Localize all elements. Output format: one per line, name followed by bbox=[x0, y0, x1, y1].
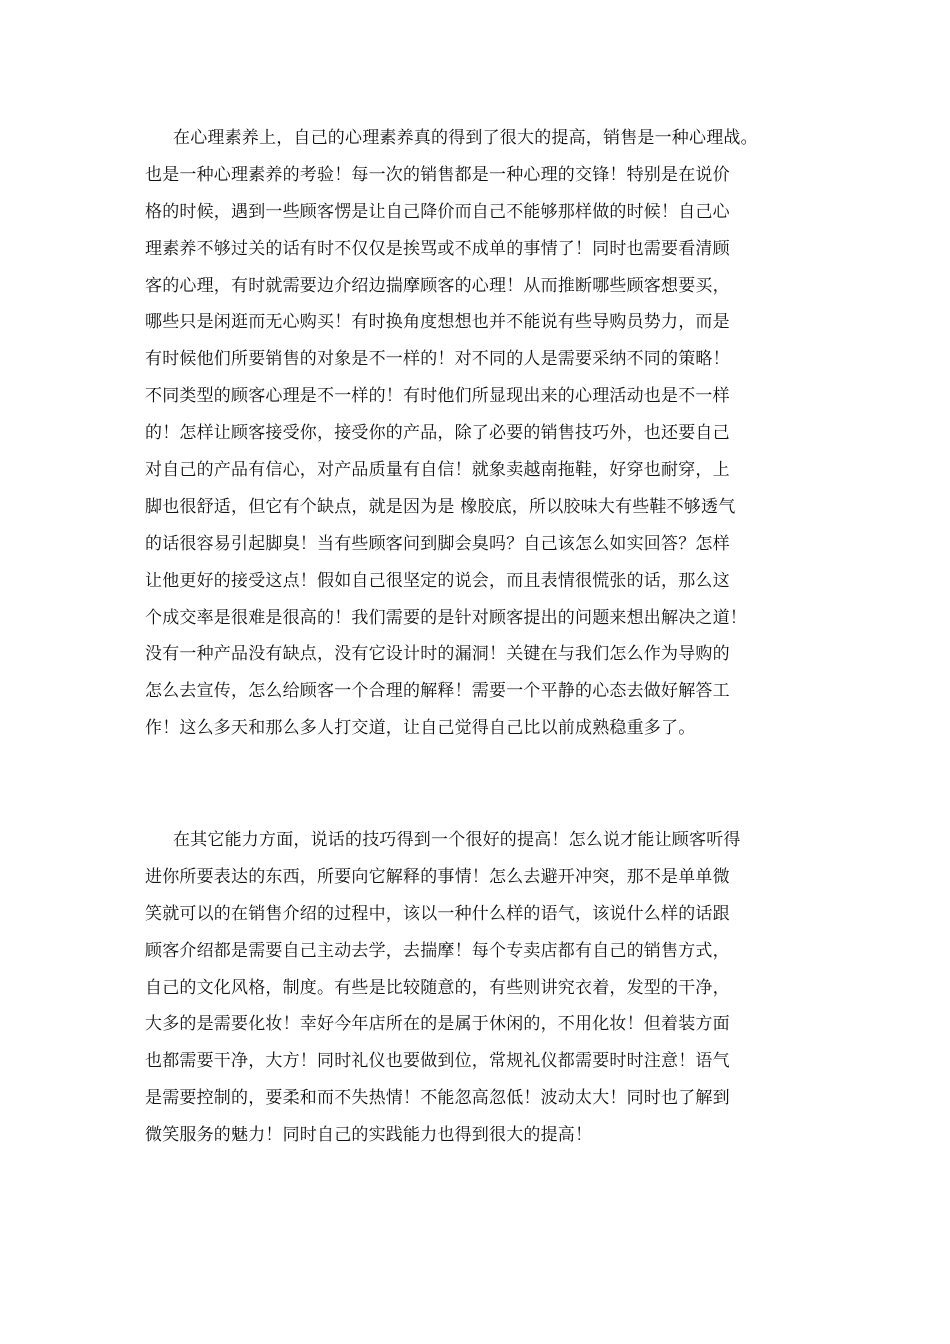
text-line: 没有一种产品没有缺点，没有它设计时的漏洞！关键在与我们怎么作为导购的 bbox=[145, 644, 730, 665]
text-line: 理素养不够过关的话有时不仅仅是挨骂或不成单的事情了！同时也需要看清顾 bbox=[145, 238, 730, 259]
text-line: 自己的文化风格，制度。有些是比较随意的，有些则讲究衣着，发型的干净， bbox=[145, 977, 730, 998]
text-line: 进你所要表达的东西，所要向它解释的事情！怎么去避开冲突，那不是单单微 bbox=[145, 866, 730, 887]
text-line: 脚也很舒适，但它有个缺点，就是因为是 橡胶底，所以胶味大有些鞋不够透气 bbox=[145, 496, 736, 517]
text-line: 有时候他们所要销售的对象是不一样的！对不同的人是需要采纳不同的策略！ bbox=[145, 349, 730, 370]
paragraph-other-abilities bbox=[145, 822, 825, 1154]
text-line: 作！这么多天和那么多人打交道，让自己觉得自己比以前成熟稳重多了。 bbox=[145, 718, 696, 739]
text-line: 不同类型的顾客心理是不一样的！有时他们所显现出来的心理活动也是不一样 bbox=[145, 386, 730, 407]
text-line: 让他更好的接受这点！假如自己很坚定的说会，而且表情很慌张的话，那么这 bbox=[145, 570, 730, 591]
text-line: 顾客介绍都是需要自己主动去学，去揣摩！每个专卖店都有自己的销售方式， bbox=[145, 940, 730, 961]
text-line: 怎么去宣传，怎么给顾客一个合理的解释！需要一个平静的心态去做好解答工 bbox=[145, 681, 730, 702]
text-line: 也是一种心理素养的考验！每一次的销售都是一种心理的交锋！特别是在说价 bbox=[145, 164, 730, 185]
text-line: 微笑服务的魅力！同时自己的实践能力也得到很大的提高！ bbox=[145, 1125, 593, 1146]
text-line: 在其它能力方面，说话的技巧得到一个很好的提高！怎么说才能让顾客听得 bbox=[173, 830, 741, 850]
text-line: 个成交率是很难是很高的！我们需要的是针对顾客提出的问题来想出解决之道！ bbox=[145, 607, 747, 628]
text-line: 对自己的产品有信心，对产品质量有自信！就象卖越南拖鞋，好穿也耐穿，上 bbox=[145, 460, 730, 481]
text-line: 格的时候，遇到一些顾客愣是让自己降价而自己不能够那样做的时候！自己心 bbox=[145, 201, 730, 222]
text-line: 的！怎样让顾客接受你，接受你的产品，除了必要的销售技巧外，也还要自己 bbox=[145, 423, 730, 444]
text-line: 也都需要干净，大方！同时礼仪也要做到位，常规礼仪都需要时时注意！语气 bbox=[145, 1051, 730, 1072]
text-line: 客的心理，有时就需要边介绍边揣摩顾客的心理！从而推断哪些顾客想要买， bbox=[145, 275, 730, 296]
text-line: 哪些只是闲逛而无心购买！有时换角度想想也并不能说有些导购员势力，而是 bbox=[145, 312, 730, 333]
text-line: 在心理素养上，自己的心理素养真的得到了很大的提高，销售是一种心理战。 bbox=[173, 128, 758, 148]
text-line: 是需要控制的，要柔和而不失热情！不能忽高忽低！波动太大！同时也了解到 bbox=[145, 1088, 730, 1109]
text-line: 笑就可以的在销售介绍的过程中，该以一种什么样的语气，该说什么样的话跟 bbox=[145, 903, 730, 924]
text-line: 大多的是需要化妆！幸好今年店所在的是属于休闲的，不用化妆！但着装方面 bbox=[145, 1014, 730, 1035]
text-line: 的话很容易引起脚臭！当有些顾客问到脚会臭吗？自己该怎么如实回答？怎样 bbox=[145, 533, 730, 554]
paragraph-psychology bbox=[145, 120, 825, 747]
